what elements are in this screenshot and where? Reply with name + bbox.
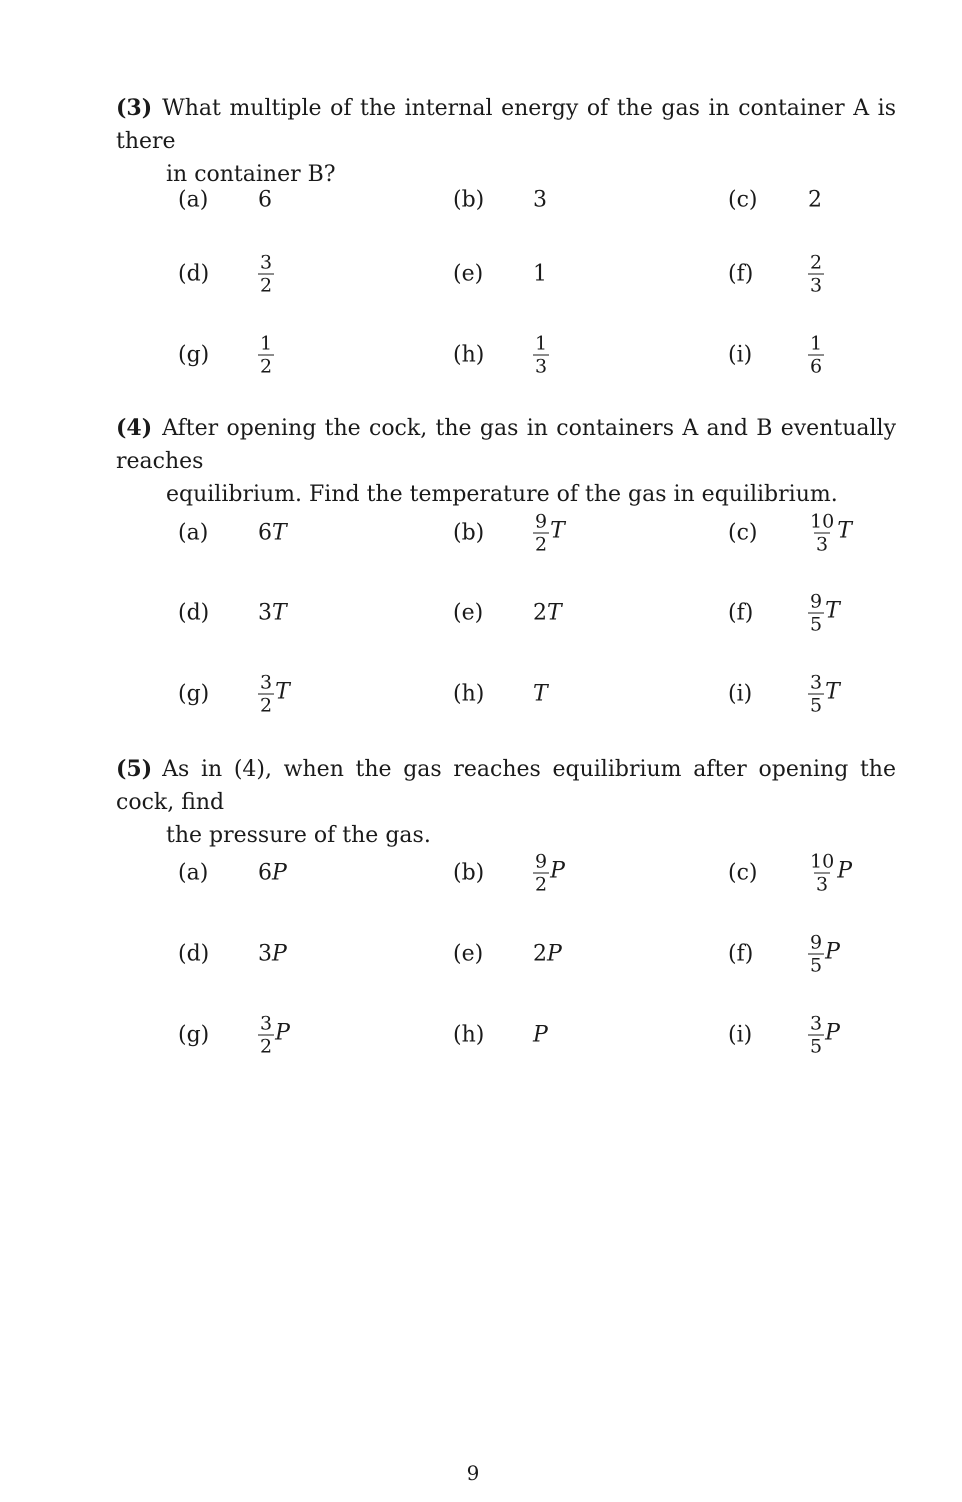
fraction-denominator: 2 [535,873,548,896]
option-variable: P [547,941,562,967]
fraction-numerator: 3 [260,1012,273,1035]
option-label: (b) [453,187,485,213]
fraction [533,333,549,378]
option-value [258,1013,290,1058]
option-number: 6 [258,187,272,213]
option-variable: T [275,679,290,705]
option-variable: P [825,1020,840,1046]
option-label: (c) [728,520,758,546]
option-variable: T [272,520,287,546]
option-variable: P [272,860,287,886]
option-value [258,188,272,213]
option-value [258,333,274,378]
option-label: (g) [178,1022,210,1048]
question-text [116,412,896,511]
option-label: (h) [453,681,485,707]
question-number: (5) [116,756,153,782]
fraction-denominator: 3 [535,355,548,378]
option-variable: T [825,679,840,705]
fraction-numerator: 10 [810,850,835,873]
option-label: (d) [178,600,210,626]
options-row [116,924,896,984]
option-value [808,252,824,297]
option-coefficient: 2 [533,600,547,626]
option-label: (e) [453,261,484,287]
option-value [533,262,547,287]
option-value [533,188,547,213]
option-label: (b) [453,520,485,546]
fraction-numerator: 3 [260,251,273,274]
option-variable: P [533,1022,548,1048]
options-row [116,325,896,385]
option-label: (c) [728,860,758,886]
option-label: (i) [728,342,753,368]
fraction-numerator: 9 [535,510,548,533]
option-value [808,672,840,717]
option-coefficient: 6 [258,860,272,886]
option-label: (a) [178,860,209,886]
option-value [258,521,287,546]
question-text [116,753,896,852]
fraction-numerator: 3 [260,671,273,694]
fraction-denominator: 2 [260,1035,273,1058]
fraction [808,851,836,896]
question-number: (4) [116,415,153,441]
option-value [258,252,274,297]
option-label: (g) [178,342,210,368]
fraction-denominator: 5 [810,613,823,636]
option-label: (i) [728,1022,753,1048]
option-label: (h) [453,342,485,368]
fraction [808,1013,824,1058]
option-label: (f) [728,941,754,967]
option-variable: P [272,941,287,967]
fraction [808,591,824,636]
option-label: (i) [728,681,753,707]
fraction [808,672,824,717]
question-text-line2: the pressure of the gas. [166,823,431,848]
fraction-numerator: 10 [810,510,835,533]
question-3 [116,92,896,378]
option-variable: P [275,1020,290,1046]
page-number: 9 [466,1461,480,1485]
fraction [258,1013,274,1058]
fraction-denominator: 2 [260,274,273,297]
option-value [258,601,287,626]
options-row [116,843,896,903]
fraction-denominator: 5 [810,1035,823,1058]
fraction [808,511,836,556]
options-row [116,664,896,724]
question-number: (3) [116,95,153,121]
fraction [258,672,274,717]
option-variable: P [825,939,840,965]
fraction-numerator: 1 [260,332,273,355]
fraction [808,252,824,297]
question-4 [116,412,896,717]
options-row [116,583,896,643]
fraction [808,932,824,977]
option-label: (e) [453,600,484,626]
option-value [533,682,548,707]
option-variable: T [837,518,852,544]
fraction [258,252,274,297]
option-value [808,511,852,556]
option-value [533,851,565,896]
fraction [808,333,824,378]
option-value [533,1023,548,1048]
question-5 [116,753,896,1058]
fraction-denominator: 3 [810,274,823,297]
options-row [116,170,896,230]
fraction-denominator: 2 [260,355,273,378]
question-text-line2: equilibrium. Find the temperature of the gas in equilibrium. [166,482,838,507]
option-variable: T [547,600,562,626]
fraction-numerator: 9 [810,931,823,954]
options-row [116,503,896,563]
option-value [533,601,562,626]
option-value [808,188,822,213]
fraction-numerator: 3 [810,671,823,694]
option-label: (h) [453,1022,485,1048]
option-number: 2 [808,187,822,213]
fraction-numerator: 2 [810,251,823,274]
fraction-numerator: 3 [810,1012,823,1035]
option-variable: P [550,858,565,884]
option-value [808,591,840,636]
option-value [808,932,840,977]
option-variable: T [550,518,565,544]
option-label: (b) [453,860,485,886]
option-variable: T [272,600,287,626]
option-variable: P [837,858,852,884]
fraction-denominator: 3 [816,533,829,556]
option-label: (a) [178,520,209,546]
question-text-line1: What multiple of the internal energy of the gas in container A is there [116,96,896,154]
option-value [533,942,562,967]
option-label: (g) [178,681,210,707]
option-label: (f) [728,600,754,626]
option-value [258,942,287,967]
option-value [808,1013,840,1058]
option-value [258,861,287,886]
fraction-denominator: 6 [810,355,823,378]
fraction-denominator: 3 [816,873,829,896]
option-label: (d) [178,941,210,967]
option-value [258,672,290,717]
option-number: 3 [533,187,547,213]
option-label: (c) [728,187,758,213]
fraction-numerator: 9 [535,850,548,873]
option-value [808,333,824,378]
options-row [116,244,896,304]
fraction-denominator: 2 [260,694,273,717]
option-label: (d) [178,261,210,287]
option-value [533,333,549,378]
option-value [808,851,852,896]
option-label: (e) [453,941,484,967]
fraction [258,333,274,378]
fraction-numerator: 1 [535,332,548,355]
option-coefficient: 3 [258,941,272,967]
option-coefficient: 3 [258,600,272,626]
option-label: (f) [728,261,754,287]
fraction-numerator: 9 [810,590,823,613]
option-coefficient: 6 [258,520,272,546]
fraction-denominator: 2 [535,533,548,556]
option-value [533,511,565,556]
fraction-denominator: 5 [810,954,823,977]
option-label: (a) [178,187,209,213]
question-text-line1: As in (4), when the gas reaches equilibrium after opening the cock, find [116,757,896,815]
question-text-line2: in container B? [166,162,336,187]
fraction [533,851,549,896]
option-coefficient: 2 [533,941,547,967]
fraction-denominator: 5 [810,694,823,717]
fraction-numerator: 1 [810,332,823,355]
options-row [116,1005,896,1065]
option-variable: T [825,598,840,624]
question-text-line1: After opening the cock, the gas in containers A and B eventually reaches [116,416,896,474]
fraction [533,511,549,556]
option-variable: T [533,681,548,707]
option-number: 1 [533,261,547,287]
